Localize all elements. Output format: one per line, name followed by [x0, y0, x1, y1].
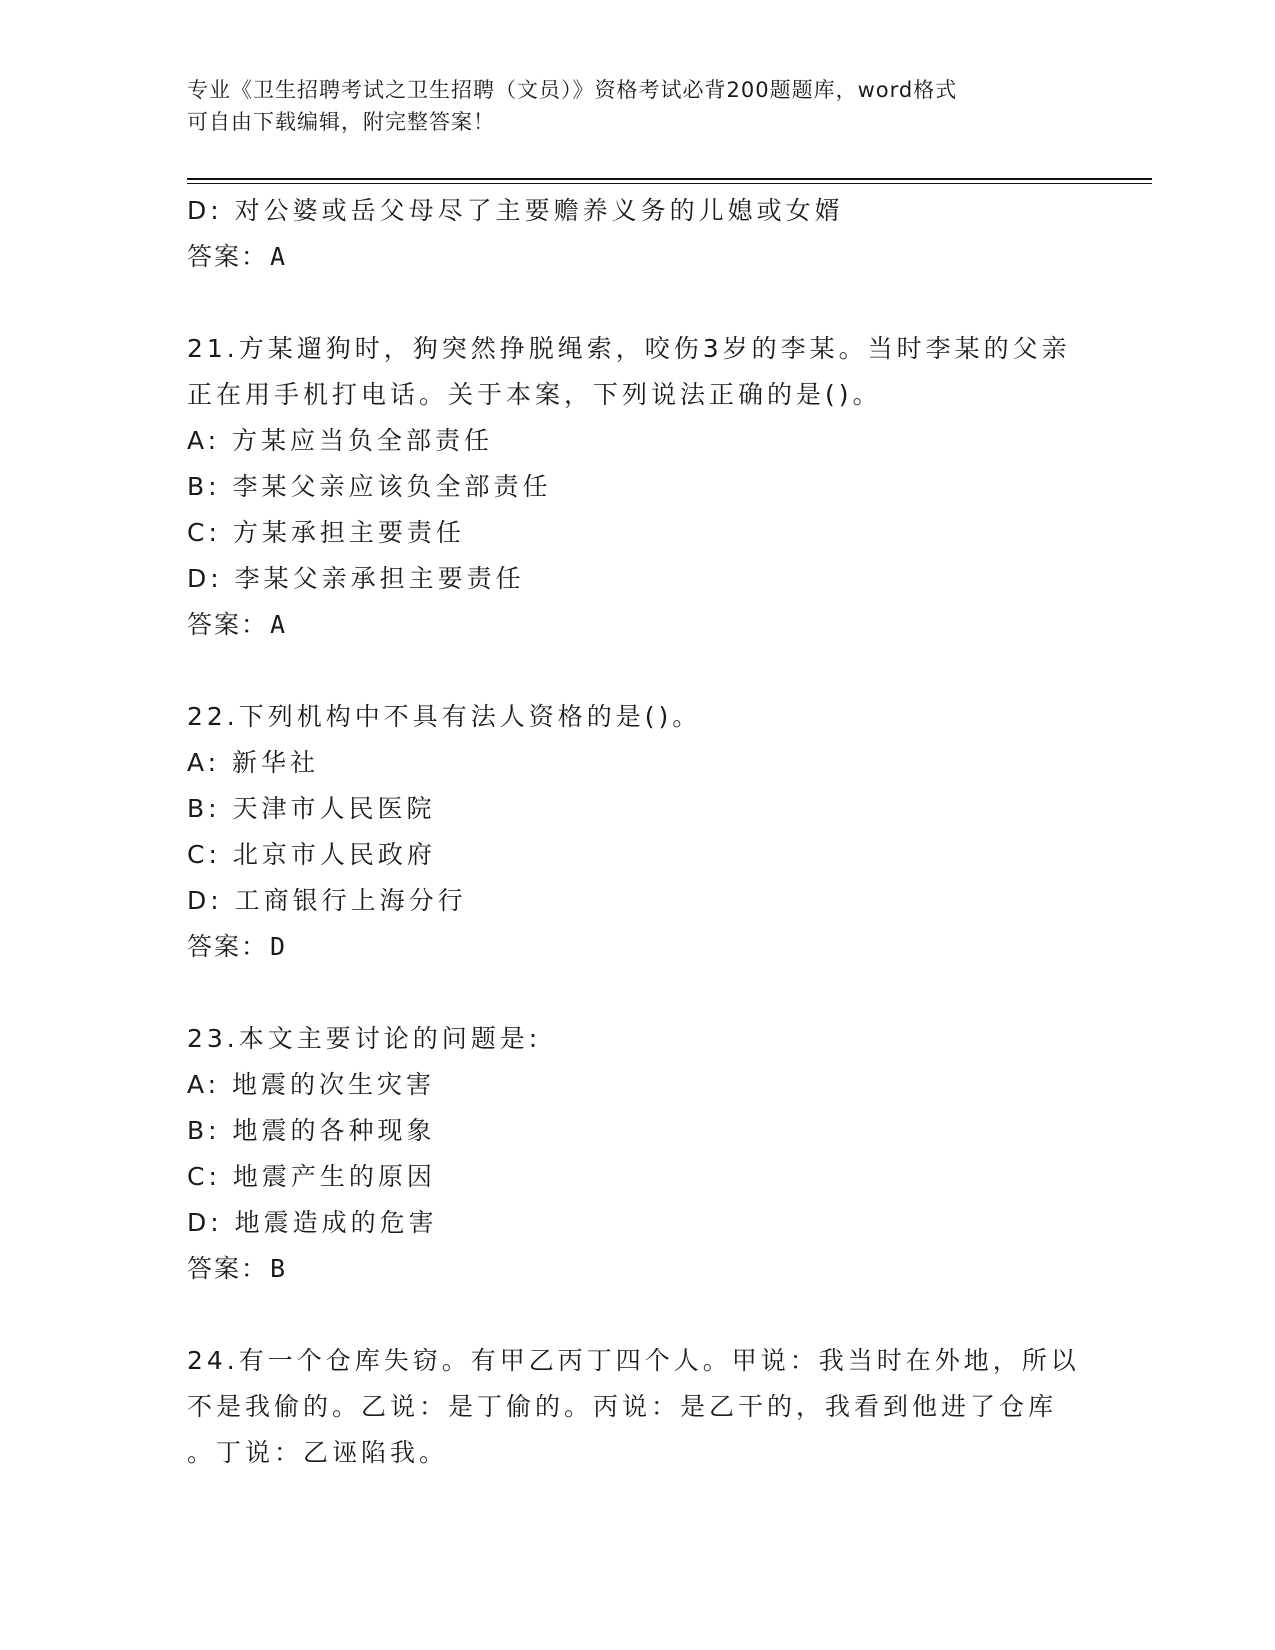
answer-label: 答案： — [187, 932, 269, 961]
answer-label: 答案： — [187, 1254, 269, 1283]
question-22 — [187, 694, 1087, 970]
document-header — [187, 74, 1067, 138]
option-d: D: 地震造成的危害 — [187, 1208, 438, 1237]
option-c: C: 方某承担主要责任 — [187, 518, 465, 547]
answer-label: 答案： — [187, 242, 269, 271]
answer-line — [187, 602, 1087, 648]
header-divider-thin — [187, 183, 1152, 184]
question-23 — [187, 1016, 1087, 1292]
spacer — [187, 970, 1087, 1016]
option-a: A: 方某应当负全部责任 — [187, 426, 494, 455]
spacer — [187, 280, 1087, 326]
question-stem: 不是我偷的。乙说：是丁偷的。丙说：是乙干的，我看到他进了仓库 — [187, 1392, 1058, 1421]
answer-label: 答案： — [187, 610, 269, 639]
question-stem: 23.本文主要讨论的问题是: — [187, 1024, 542, 1053]
option-a: A: 新华社 — [187, 748, 320, 777]
question-stem: 22.下列机构中不具有法人资格的是()。 — [187, 702, 702, 731]
option-b: B: 天津市人民医院 — [187, 794, 436, 823]
option-c: C: 北京市人民政府 — [187, 840, 436, 869]
question-stem: 24.有一个仓库失窃。有甲乙丙丁四个人。甲说：我当时在外地，所以 — [187, 1346, 1080, 1375]
question-24 — [187, 1338, 1087, 1476]
option-b: B: 地震的各种现象 — [187, 1116, 436, 1145]
answer-value: A — [270, 242, 286, 271]
answer-line — [187, 234, 1087, 280]
question-21 — [187, 326, 1087, 648]
question-stem: 正在用手机打电话。关于本案，下列说法正确的是()。 — [187, 380, 882, 409]
option-a: A: 地震的次生灾害 — [187, 1070, 436, 1099]
option-d: D: 对公婆或岳父母尽了主要赡养义务的儿媳或女婿 — [187, 196, 844, 225]
answer-value: A — [270, 610, 286, 639]
answer-value: B — [270, 1254, 286, 1283]
header-title-line2: 可自由下载编辑，附完整答案！ — [187, 110, 495, 134]
answer-value: D — [270, 932, 286, 961]
option-b: B: 李某父亲应该负全部责任 — [187, 472, 552, 501]
answer-line — [187, 1246, 1087, 1292]
option-c: C: 地震产生的原因 — [187, 1162, 436, 1191]
header-divider-thick — [187, 178, 1152, 180]
answer-line — [187, 924, 1087, 970]
question-list — [187, 188, 1087, 1476]
question-stem: 21.方某遛狗时，狗突然挣脱绳索，咬伤3岁的李某。当时李某的父亲 — [187, 334, 1071, 363]
spacer — [187, 1292, 1087, 1338]
option-d: D: 李某父亲承担主要责任 — [187, 564, 525, 593]
header-title-line1: 专业《卫生招聘考试之卫生招聘（文员）》资格考试必背200题题库，word格式 — [187, 78, 958, 102]
spacer — [187, 648, 1087, 694]
option-d: D: 工商银行上海分行 — [187, 886, 467, 915]
question-stem: 。丁说：乙诬陷我。 — [187, 1438, 449, 1467]
